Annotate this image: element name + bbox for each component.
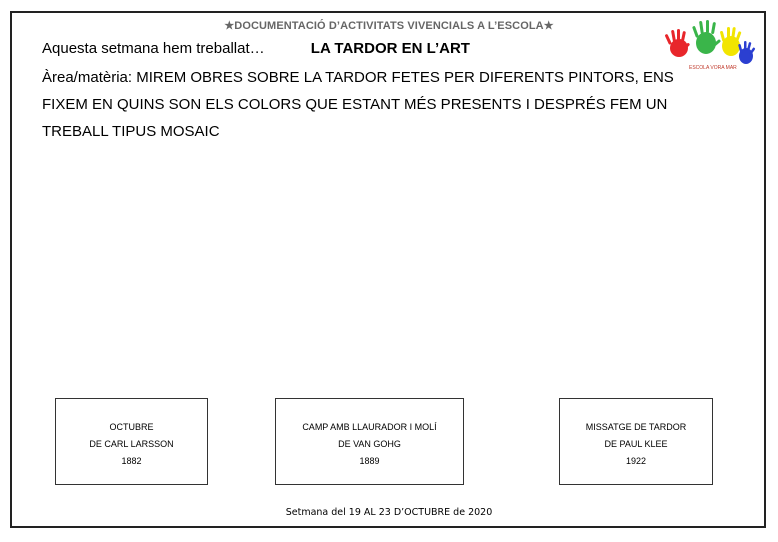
artwork-year: 1882 [121, 456, 142, 466]
topic-title: LA TARDOR EN L’ART [310, 40, 470, 57]
green-hand-icon [692, 20, 721, 54]
logo-text: ESCOLA VORA MAR [689, 65, 737, 71]
artwork-title: CAMP AMB LLAURADOR I MOLÍ [302, 422, 437, 432]
artwork-year: 1889 [359, 456, 380, 466]
intro-prefix: Aquesta setmana hem treballat… [42, 40, 265, 57]
yellow-hand-icon [720, 27, 742, 56]
artwork-title: MISSATGE DE TARDOR [585, 422, 687, 432]
blue-hand-icon [738, 41, 756, 64]
artwork-card-van-gogh [275, 398, 464, 485]
artwork-author: DE CARL LARSSON [89, 439, 174, 449]
colored-hands-icon [661, 18, 757, 72]
artwork-card-larsson [55, 398, 208, 485]
artwork-card-klee [559, 398, 713, 485]
intro-line [42, 40, 470, 57]
artwork-author: DE PAUL KLEE [604, 439, 668, 449]
artwork-year: 1922 [625, 456, 647, 466]
artwork-title: OCTUBRE [109, 422, 154, 432]
document-header: ★DOCUMENTACIÓ D’ACTIVITATS VIVENCIALS A L’ESCOLA★ [224, 20, 554, 32]
red-hand-icon [665, 29, 691, 57]
artwork-author: DE VAN GOHG [338, 439, 401, 449]
week-footer: Setmana del 19 AL 23 D’OCTUBRE de 2020 [285, 507, 493, 518]
area-description: Àrea/matèria: MIREM OBRES SOBRE LA TARDOR FETES PER DIFERENTS PINTORS, ENS FIXEM EN QUINS SON ELS COLORS QUE ESTANT MÉS PRESENTS I DESPRÉS FEM UN TREBALL TIPUS MOSAIC [42, 69, 674, 140]
